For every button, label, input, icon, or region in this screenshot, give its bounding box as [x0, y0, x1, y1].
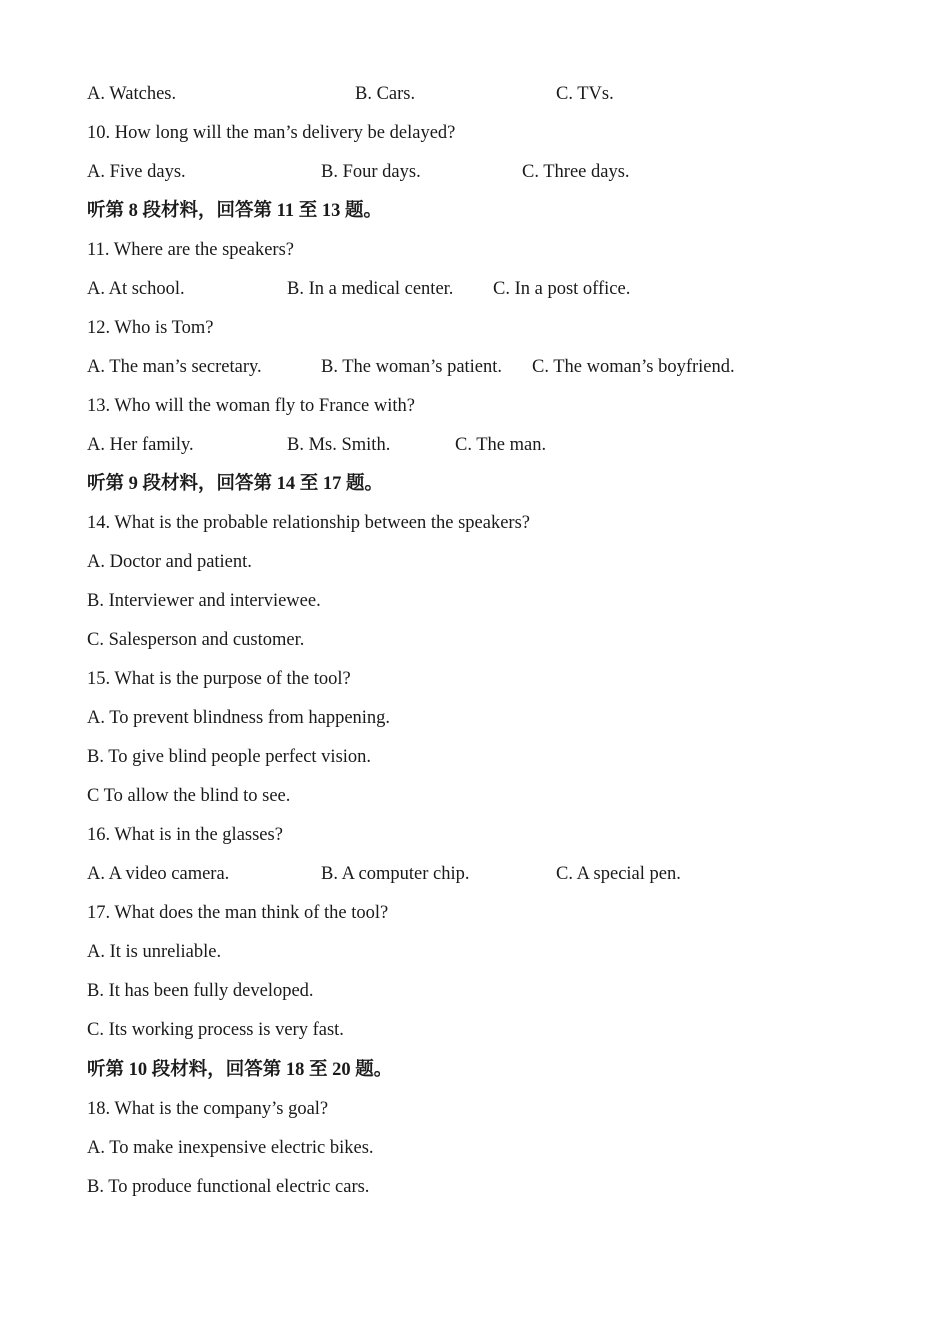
option-a: A. At school.: [87, 279, 185, 299]
section-heading: 听第 9 段材料，回答第 14 至 17 题。: [87, 474, 384, 494]
option-c: C. The woman’s boyfriend.: [532, 357, 735, 377]
option-b: B. In a medical center.: [287, 279, 454, 299]
question-17: 17. What does the man think of the tool?: [87, 903, 389, 923]
option-b: B. The woman’s patient.: [321, 357, 503, 377]
option-b: B. A computer chip.: [321, 864, 470, 884]
option-b: B. To give blind people perfect vision.: [87, 747, 372, 767]
section-heading: 听第 10 段材料，回答第 18 至 20 题。: [87, 1060, 393, 1080]
option-a: A. It is unreliable.: [87, 942, 222, 962]
option-a: A. A video camera.: [87, 864, 230, 884]
section-heading: 听第 8 段材料，回答第 11 至 13 题。: [87, 201, 382, 221]
option-c: C. A special pen.: [556, 864, 681, 884]
question-16: 16. What is in the glasses?: [87, 825, 283, 845]
option-c: C. Its working process is very fast.: [87, 1020, 344, 1040]
question-10: 10. How long will the man’s delivery be delayed?: [87, 123, 456, 143]
option-c: C. Salesperson and customer.: [87, 630, 305, 650]
option-c: C To allow the blind to see.: [87, 786, 291, 806]
option-a: A. Her family.: [87, 435, 194, 455]
option-a: A. Watches.: [87, 84, 177, 104]
question-14: 14. What is the probable relationship between the speakers?: [87, 513, 530, 533]
option-b: B. Four days.: [321, 162, 421, 182]
question-15: 15. What is the purpose of the tool?: [87, 669, 351, 689]
option-a: A. Five days.: [87, 162, 186, 182]
option-a: A. The man’s secretary.: [87, 357, 262, 377]
option-a: A. To make inexpensive electric bikes.: [87, 1138, 374, 1158]
option-c: C. Three days.: [522, 162, 630, 182]
option-b: B. Cars.: [355, 84, 416, 104]
option-b: B. Ms. Smith.: [287, 435, 391, 455]
question-18: 18. What is the company’s goal?: [87, 1099, 329, 1119]
option-b: B. To produce functional electric cars.: [87, 1177, 370, 1197]
question-12: 12. Who is Tom?: [87, 318, 214, 338]
option-b: B. Interviewer and interviewee.: [87, 591, 321, 611]
option-a: A. Doctor and patient.: [87, 552, 252, 572]
option-c: C. In a post office.: [493, 279, 631, 299]
option-c: C. TVs.: [556, 84, 614, 104]
question-13: 13. Who will the woman fly to France with?: [87, 396, 415, 416]
option-a: A. To prevent blindness from happening.: [87, 708, 391, 728]
option-b: B. It has been fully developed.: [87, 981, 314, 1001]
option-c: C. The man.: [455, 435, 547, 455]
question-11: 11. Where are the speakers?: [87, 240, 294, 260]
